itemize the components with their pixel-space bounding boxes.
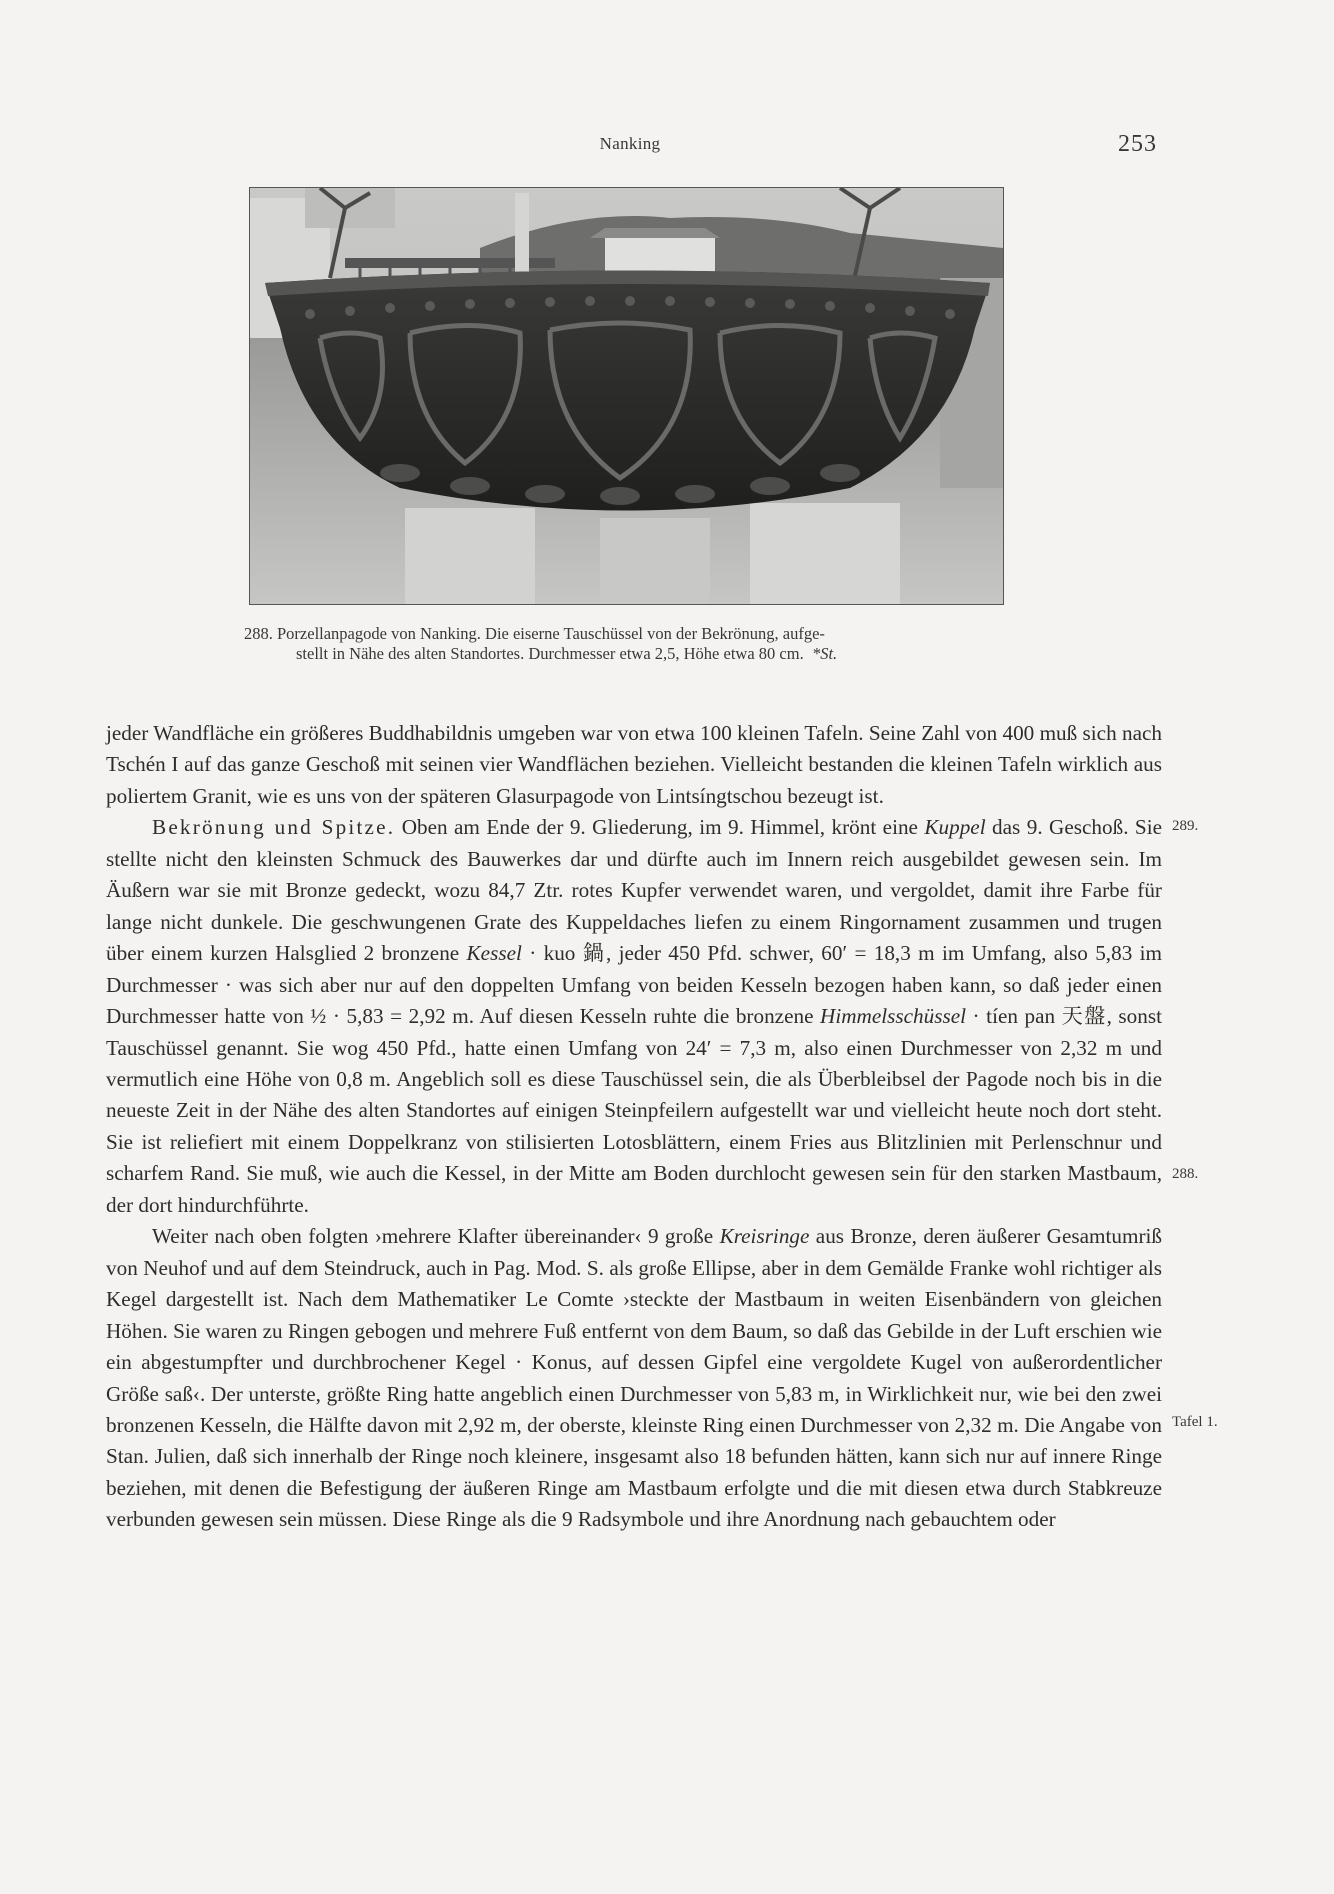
paragraph-2-text-d: · tíen pan 天盤, sonst Tauschüssel genannt. Sie wog 450 Pfd., hatte einen Umfang von 24′ = 7,3 m, also einen Durchmesser von 2,32 m und vermutlich eine Höhe von 0,8 m. Angeblich soll es diese Tauschüssel sein, die als Überbleibsel der Pagode noch bis in die neueste Zeit in der Nähe des alten Standortes auf einigen Steinpfeilern aufgestellt war und vielleicht heute noch dort steht. Sie ist reliefiert mit einem Doppelkranz von stilisierten Lotosblättern, einem Fries aus Blitzlinien mit Perlenschnur und scharfem Rand. Sie muß, wie auch die Kessel, in der Mitte am Boden durchlocht gewesen sein für den starken Mastbaum, der dort hindurchführte. [106,1004,1162,1217]
caption-credit: *St. [811,644,838,663]
paragraph-1: jeder Wandfläche ein größeres Buddhabildnis umgeben war von etwa 100 kleinen Tafeln. Seine Zahl von 400 muß sich nach Tschén I auf das ganze Geschoß mit seinen vier Wandflächen beziehen. Vielleicht bestanden die kleinen Tafeln wirklich aus poliertem Granit, wie es uns von der späteren Glasurpagode von Lintsíngtschou bezeugt ist. [106,721,1162,808]
term-himmelsschuessel: Himmelsschüssel [820,1004,966,1029]
paragraph-2-text-c: · kuo 鍋, jeder 450 Pfd. schwer, 60′ = 18,3 m im Umfang, also 5,83 im Durchmesser · was sich aber nur auf den doppelten Umfang von beiden Kesseln bezogen haben kann, so daß jeder einen Durchmesser hatte von ½ · 5,83 = 2,92 m. Auf diesen Kesseln ruhte die bronzene [106,941,1163,1029]
caption-line-2 [244,644,1014,664]
figure-photo-iron-dew-basin [249,187,1004,605]
section-lead: Bekrönung und Spitze. [152,815,396,840]
paragraph-3-text-a: Weiter nach oben folgten ›mehrere Klafter übereinander‹ 9 große [152,1224,720,1249]
term-kessel: Kessel [466,941,522,966]
body-text [106,718,1162,1536]
running-head: Nanking [599,134,661,153]
caption-line-1: 288. Porzellanpagode von Nanking. Die eiserne Tauschüssel von der Bekrönung, aufge- [244,624,825,643]
caption-line-2-text: stellt in Nähe des alten Standortes. Durchmesser etwa 2,5, Höhe etwa 80 cm. [296,644,804,663]
margin-note-tafel: Tafel 1. [1172,1414,1218,1430]
paragraph-2-text-a: Oben am Ende der 9. Gliederung, im 9. Himmel, krönt eine [395,815,925,840]
paragraph-3-text-b: aus Bronze, deren äußerer Gesamtumriß von Neuhof und auf dem Steindruck, auch in Pag. Mod. S. als große Ellipse, aber in dem Gemälde Franke wohl richtiger als Kegel dargestellt ist. Nach dem Mathematiker Le Comte ›steckte der Mastbaum in weiten Eisenbändern von gleichen Höhen. Sie waren zu Ringen gebogen und mehrere Fuß entfernt von dem Baum, so daß das Gebilde in der Luft erschien wie ein abgestumpfter und durchbrochener Kegel · Konus, auf dessen Gipfel eine vergoldete Kugel von außerordentlicher Größe saß‹. Der unterste, größte Ring hatte angeblich einen Durchmesser von 5,83 m, in Wirklichkeit nur, wie bei den zwei bronzenen Kesseln, die Hälfte davon mit 2,92 m, der oberste, kleinste Ring einen Durchmesser von 2,32 m. Die Angabe von Stan. Julien, daß sich innerhalb der Ringe noch kleinere, insgesamt also 18 befunden hätten, kann sich nur auf innere Ringe beziehen, mit denen die Befestigung der äußeren Ringe am Mastbaum erfolgte und die mit diesen etwa durch Stabkreuze verbunden gewesen sein müssen. Diese Ringe als die 9 Radsymbole und ihre Anordnung nach gebauchtem oder [106,1224,1162,1532]
term-kuppel: Kuppel [924,815,986,840]
paragraph-3 [106,1221,1162,1536]
margin-note-288: 288. [1172,1166,1199,1182]
paragraph-2 [106,812,1162,1221]
margin-note-289: 289. [1172,818,1199,834]
paragraph-2-text-b: das 9. Geschoß. Sie stellte nicht den kleinsten Schmuck des Bauwerkes dar und dürfte auch im Innern reich ausgebildet gewesen sein. Im Äußern war sie mit Bronze gedeckt, wozu 84,7 Ztr. rotes Kupfer verwendet waren, und vergoldet, damit ihre Farbe für lange nicht dunkele. Die geschwungenen Grate des Kuppeldaches liefen zu einem Ringornament zusammen und trugen über einem kurzen Halsglied 2 bronzene [106,815,1162,966]
page-number: 253 [1118,131,1157,157]
figure-caption [244,624,1014,664]
term-kreisringe: Kreisringe [719,1224,810,1249]
